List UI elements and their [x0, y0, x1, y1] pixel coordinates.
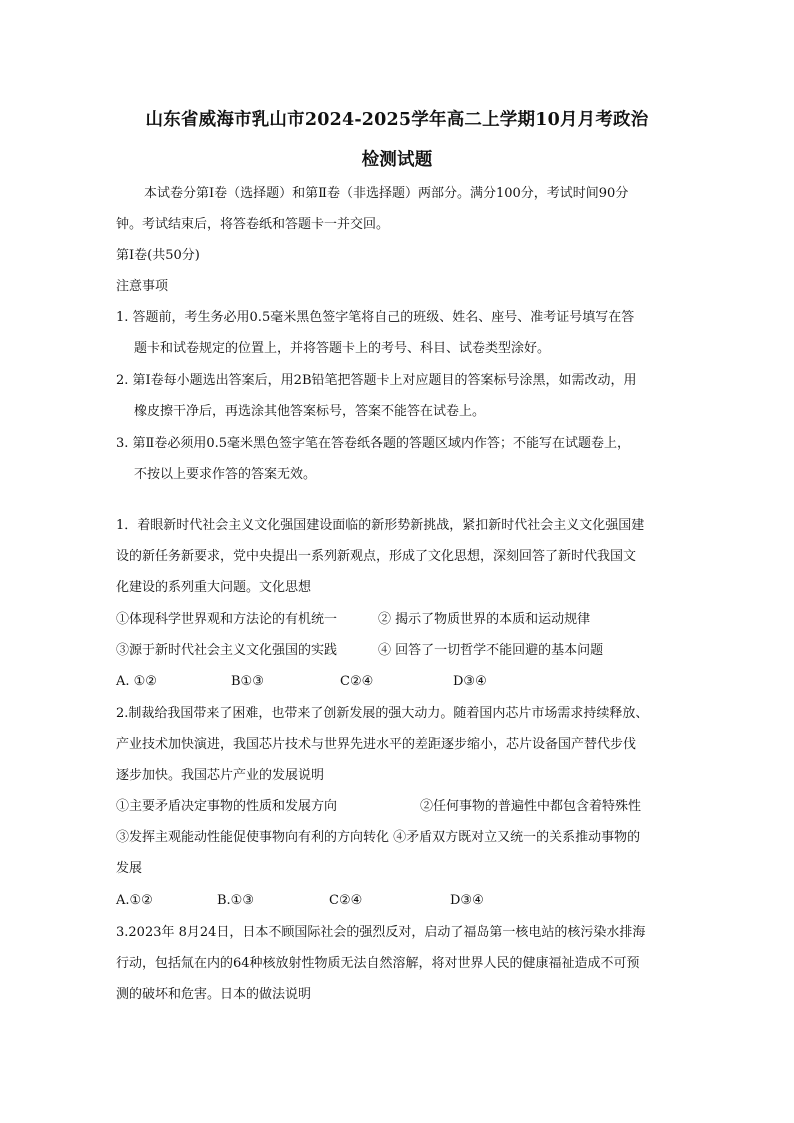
- q1-option-b: B①③: [231, 674, 264, 689]
- q1-option-d: D③④: [453, 674, 487, 689]
- intro-line2: 钟。考试结束后，将答卷纸和答题卡一并交回。: [116, 217, 390, 232]
- notes-header: 注意事项: [116, 279, 169, 294]
- q2-statement-2: ②任何事物的普遍性中都包含着特殊性: [420, 799, 642, 814]
- note-2-line1: 2. 第Ⅰ卷每小题选出答案后，用2B铅笔把答题卡上对应题目的答案标号涂黑，如需改动，用: [116, 373, 637, 388]
- q1-option-c: C②④: [340, 674, 374, 689]
- q2-option-b: B.①③: [217, 893, 254, 908]
- q1-statement-4: ④ 回答了一切哲学不能回避的基本问题: [378, 643, 604, 658]
- exam-title-line2: 检测试题: [361, 150, 433, 170]
- q2-stem-line1: 2.制裁给我国带来了困难，也带来了创新发展的强大动力。随着国内芯片市场需求持续释放、: [116, 706, 649, 721]
- note-2-line2: 橡皮擦干净后，再选涂其他答案标号，答案不能答在试卷上。: [134, 404, 486, 419]
- q3-stem-line2: 行动，包括氚在内的64种核放射性物质无法自然溶解，将对世界人民的健康福祉造成不可预: [116, 956, 640, 971]
- section-header: 第Ⅰ卷(共50分): [116, 248, 200, 263]
- q2-option-d: D③④: [450, 893, 484, 908]
- q1-statement-3: ③源于新时代社会主义文化强国的实践: [116, 643, 338, 658]
- exam-title-line1: 山东省威海市乳山市2024-2025学年高二上学期10月月考政治: [145, 110, 649, 130]
- q1-option-a: A. ①②: [116, 674, 157, 689]
- q2-stem-line3: 逐步加快。我国芯片产业的发展说明: [116, 768, 325, 783]
- q2-option-a: A.①②: [116, 893, 153, 908]
- q3-stem-line1: 3.2023年 8月24日，日本不顾国际社会的强烈反对，启动了福岛第一核电站的核污染水排海: [116, 925, 646, 940]
- q1-stem-line2: 设的新任务新要求，党中央提出一系列新观点，形成了文化思想，深刻回答了新时代我国文: [116, 549, 637, 564]
- q3-stem-line3: 测的破坏和危害。日本的做法说明: [116, 987, 312, 1002]
- q1-statement-1: ①体现科学世界观和方法论的有机统一: [116, 612, 338, 627]
- q1-statement-2: ② 揭示了物质世界的本质和运动规律: [378, 612, 591, 627]
- q2-statement-3-4: ③发挥主观能动性能促使事物向有利的方向转化 ④矛盾双方既对立又统一的关系推动事物的: [116, 830, 641, 845]
- note-1-line1: 1. 答题前，考生务必用0.5毫米黑色签字笔将自己的班级、姓名、座号、准考证号填写在答: [116, 310, 635, 325]
- intro-line1: 本试卷分第Ⅰ卷（选择题）和第Ⅱ卷（非选择题）两部分。满分100分，考试时间90分: [144, 186, 629, 201]
- q1-stem-line3: 化建设的系列重大问题。文化思想: [116, 580, 312, 595]
- q2-statement-1: ①主要矛盾决定事物的性质和发展方向: [116, 799, 338, 814]
- q2-stem-line2: 产业技术加快演进，我国芯片技术与世界先进水平的差距逐步缩小，芯片设备国产替代步伐: [116, 737, 637, 752]
- note-3-line1: 3. 第Ⅱ卷必须用0.5毫米黑色签字笔在答卷纸各题的答题区域内作答；不能写在试题卷上，: [116, 436, 631, 451]
- note-3-line2: 不按以上要求作答的答案无效。: [134, 467, 317, 482]
- q1-stem-line1: 1．着眼新时代社会主义文化强国建设面临的新形势新挑战，紧扣新时代社会主义文化强国建: [116, 518, 645, 533]
- q2-option-c: C②④: [329, 893, 363, 908]
- q2-statement-4-cont: 发展: [116, 861, 143, 876]
- note-1-line2: 题卡和试卷规定的位置上，并将答题卡上的考号、科目、试卷类型涂好。: [134, 341, 551, 356]
